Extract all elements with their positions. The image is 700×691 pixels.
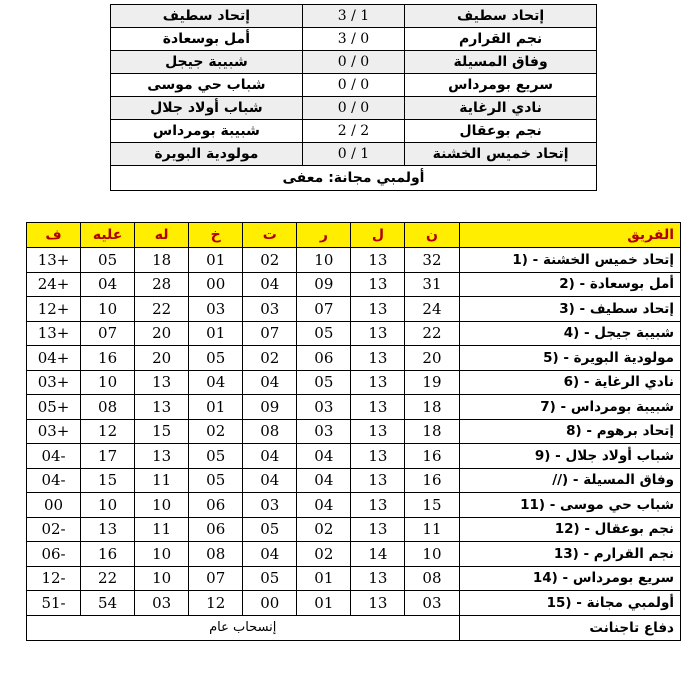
cell-pts: 03 bbox=[405, 591, 459, 616]
cell-gf: 10 bbox=[135, 493, 189, 518]
cell-pts: 18 bbox=[405, 395, 459, 420]
cell-diff: 12+ bbox=[27, 297, 81, 322]
cell-played: 13 bbox=[351, 248, 405, 273]
cell-diff: 05+ bbox=[27, 395, 81, 420]
cell-pts: 15 bbox=[405, 493, 459, 518]
standings-row bbox=[27, 395, 681, 420]
match-score: 0 / 1 bbox=[302, 143, 404, 166]
standings-row bbox=[27, 468, 681, 493]
match-row bbox=[111, 120, 597, 143]
cell-won: 04 bbox=[297, 444, 351, 469]
header-ga: عليه bbox=[81, 223, 135, 248]
team-name: //) - وفاق المسيلة bbox=[459, 468, 681, 493]
cell-drawn: 08 bbox=[243, 419, 297, 444]
cell-ga: 05 bbox=[81, 248, 135, 273]
team-name: 13) - نجم القرارم bbox=[459, 542, 681, 567]
away-team: شباب أولاد جلال bbox=[111, 97, 303, 120]
cell-drawn: 04 bbox=[243, 468, 297, 493]
standings-row bbox=[27, 591, 681, 616]
standings-row bbox=[27, 248, 681, 273]
header-gf: له bbox=[135, 223, 189, 248]
cell-pts: 22 bbox=[405, 321, 459, 346]
cell-lost: 01 bbox=[189, 395, 243, 420]
cell-ga: 54 bbox=[81, 591, 135, 616]
exempt-note: أولمبي مجانة: معفى bbox=[111, 166, 597, 191]
cell-played: 13 bbox=[351, 395, 405, 420]
cell-diff: 04- bbox=[27, 468, 81, 493]
cell-pts: 08 bbox=[405, 566, 459, 591]
cell-diff: 51- bbox=[27, 591, 81, 616]
cell-drawn: 03 bbox=[243, 493, 297, 518]
cell-played: 13 bbox=[351, 272, 405, 297]
match-score: 0 / 0 bbox=[302, 51, 404, 74]
match-row bbox=[111, 74, 597, 97]
header-pts: ن bbox=[405, 223, 459, 248]
cell-drawn: 05 bbox=[243, 517, 297, 542]
cell-diff: 04- bbox=[27, 444, 81, 469]
cell-pts: 18 bbox=[405, 419, 459, 444]
standings-row bbox=[27, 346, 681, 371]
cell-diff: 03+ bbox=[27, 419, 81, 444]
match-row bbox=[111, 28, 597, 51]
cell-lost: 01 bbox=[189, 248, 243, 273]
match-score: 0 / 0 bbox=[302, 97, 404, 120]
standings-row bbox=[27, 419, 681, 444]
cell-drawn: 04 bbox=[243, 272, 297, 297]
cell-drawn: 02 bbox=[243, 346, 297, 371]
away-team: شباب حي موسى bbox=[111, 74, 303, 97]
cell-played: 13 bbox=[351, 493, 405, 518]
cell-diff: 02- bbox=[27, 517, 81, 542]
cell-won: 02 bbox=[297, 542, 351, 567]
team-name: 1) - إتحاد خميس الخشنة bbox=[459, 248, 681, 273]
cell-lost: 01 bbox=[189, 321, 243, 346]
cell-lost: 08 bbox=[189, 542, 243, 567]
home-team: سريع بومرداس bbox=[405, 74, 597, 97]
cell-gf: 20 bbox=[135, 346, 189, 371]
withdrawn-team: دفاع تاجنانت bbox=[459, 615, 681, 640]
cell-played: 13 bbox=[351, 566, 405, 591]
cell-gf: 10 bbox=[135, 566, 189, 591]
cell-lost: 06 bbox=[189, 493, 243, 518]
cell-drawn: 09 bbox=[243, 395, 297, 420]
cell-lost: 07 bbox=[189, 566, 243, 591]
cell-won: 05 bbox=[297, 370, 351, 395]
cell-won: 06 bbox=[297, 346, 351, 371]
cell-lost: 04 bbox=[189, 370, 243, 395]
cell-pts: 31 bbox=[405, 272, 459, 297]
cell-diff: 24+ bbox=[27, 272, 81, 297]
team-name: 14) - سريع بومرداس bbox=[459, 566, 681, 591]
cell-played: 13 bbox=[351, 468, 405, 493]
match-score: 2 / 2 bbox=[302, 120, 404, 143]
cell-won: 09 bbox=[297, 272, 351, 297]
cell-gf: 20 bbox=[135, 321, 189, 346]
away-team: شبيبة جيجل bbox=[111, 51, 303, 74]
team-name: 15) - أولمبي مجانة bbox=[459, 591, 681, 616]
cell-gf: 13 bbox=[135, 395, 189, 420]
cell-ga: 10 bbox=[81, 370, 135, 395]
match-row bbox=[111, 97, 597, 120]
team-name: 2) - أمل بوسعادة bbox=[459, 272, 681, 297]
home-team: نجم القرارم bbox=[405, 28, 597, 51]
cell-lost: 05 bbox=[189, 444, 243, 469]
cell-diff: 06- bbox=[27, 542, 81, 567]
cell-ga: 07 bbox=[81, 321, 135, 346]
away-team: إتحاد سطيف bbox=[111, 5, 303, 28]
standings-row bbox=[27, 444, 681, 469]
standings-row bbox=[27, 297, 681, 322]
cell-lost: 02 bbox=[189, 419, 243, 444]
standings-header bbox=[27, 223, 681, 248]
cell-played: 13 bbox=[351, 517, 405, 542]
home-team: نجم بوعقال bbox=[405, 120, 597, 143]
cell-played: 13 bbox=[351, 297, 405, 322]
cell-pts: 11 bbox=[405, 517, 459, 542]
cell-ga: 08 bbox=[81, 395, 135, 420]
standings-row bbox=[27, 542, 681, 567]
home-team: وفاق المسيلة bbox=[405, 51, 597, 74]
cell-lost: 05 bbox=[189, 468, 243, 493]
away-team: أمل بوسعادة bbox=[111, 28, 303, 51]
cell-won: 04 bbox=[297, 468, 351, 493]
cell-won: 03 bbox=[297, 419, 351, 444]
cell-pts: 32 bbox=[405, 248, 459, 273]
cell-won: 05 bbox=[297, 321, 351, 346]
cell-ga: 04 bbox=[81, 272, 135, 297]
standings-row bbox=[27, 370, 681, 395]
cell-ga: 16 bbox=[81, 346, 135, 371]
cell-drawn: 00 bbox=[243, 591, 297, 616]
cell-gf: 11 bbox=[135, 517, 189, 542]
team-name: 8) - إتحاد برهوم bbox=[459, 419, 681, 444]
standings-table bbox=[26, 222, 681, 641]
cell-gf: 28 bbox=[135, 272, 189, 297]
cell-pts: 16 bbox=[405, 468, 459, 493]
team-name: 6) - نادي الرغاية bbox=[459, 370, 681, 395]
cell-ga: 12 bbox=[81, 419, 135, 444]
cell-pts: 16 bbox=[405, 444, 459, 469]
cell-lost: 05 bbox=[189, 346, 243, 371]
cell-gf: 15 bbox=[135, 419, 189, 444]
cell-gf: 13 bbox=[135, 444, 189, 469]
home-team: نادي الرغاية bbox=[405, 97, 597, 120]
cell-gf: 11 bbox=[135, 468, 189, 493]
team-name: 3) - إتحاد سطيف bbox=[459, 297, 681, 322]
header-drawn: ت bbox=[243, 223, 297, 248]
standings-row bbox=[27, 272, 681, 297]
cell-diff: 04+ bbox=[27, 346, 81, 371]
cell-won: 10 bbox=[297, 248, 351, 273]
cell-drawn: 03 bbox=[243, 297, 297, 322]
standings-row bbox=[27, 517, 681, 542]
cell-pts: 24 bbox=[405, 297, 459, 322]
cell-lost: 12 bbox=[189, 591, 243, 616]
team-name: 7) - شبيبة بومرداس bbox=[459, 395, 681, 420]
away-team: شبيبة بومرداس bbox=[111, 120, 303, 143]
standings-row bbox=[27, 566, 681, 591]
team-name: 5) - مولودية البويرة bbox=[459, 346, 681, 371]
cell-played: 13 bbox=[351, 321, 405, 346]
cell-ga: 10 bbox=[81, 297, 135, 322]
cell-pts: 19 bbox=[405, 370, 459, 395]
team-name: 12) - نجم بوعقال bbox=[459, 517, 681, 542]
cell-drawn: 04 bbox=[243, 370, 297, 395]
cell-lost: 03 bbox=[189, 297, 243, 322]
cell-won: 03 bbox=[297, 395, 351, 420]
header-won: ر bbox=[297, 223, 351, 248]
cell-won: 07 bbox=[297, 297, 351, 322]
cell-gf: 10 bbox=[135, 542, 189, 567]
cell-won: 02 bbox=[297, 517, 351, 542]
cell-played: 13 bbox=[351, 591, 405, 616]
standings-row bbox=[27, 321, 681, 346]
standings-footer bbox=[27, 615, 681, 640]
standings-row bbox=[27, 493, 681, 518]
match-score: 0 / 0 bbox=[302, 74, 404, 97]
cell-diff: 13+ bbox=[27, 321, 81, 346]
match-results-table bbox=[110, 4, 597, 191]
cell-won: 01 bbox=[297, 566, 351, 591]
cell-drawn: 04 bbox=[243, 444, 297, 469]
cell-won: 04 bbox=[297, 493, 351, 518]
cell-played: 13 bbox=[351, 419, 405, 444]
home-team: إتحاد خميس الخشنة bbox=[405, 143, 597, 166]
cell-lost: 06 bbox=[189, 517, 243, 542]
team-name: 4) - شبيبة جيجل bbox=[459, 321, 681, 346]
cell-drawn: 05 bbox=[243, 566, 297, 591]
cell-ga: 13 bbox=[81, 517, 135, 542]
match-row bbox=[111, 143, 597, 166]
cell-ga: 16 bbox=[81, 542, 135, 567]
cell-ga: 22 bbox=[81, 566, 135, 591]
cell-ga: 10 bbox=[81, 493, 135, 518]
cell-ga: 15 bbox=[81, 468, 135, 493]
cell-gf: 18 bbox=[135, 248, 189, 273]
cell-played: 13 bbox=[351, 370, 405, 395]
team-name: 9) - شباب أولاد جلال bbox=[459, 444, 681, 469]
header-diff: ف bbox=[27, 223, 81, 248]
header-team: الفريق bbox=[459, 223, 681, 248]
cell-diff: 13+ bbox=[27, 248, 81, 273]
cell-lost: 00 bbox=[189, 272, 243, 297]
cell-diff: 12- bbox=[27, 566, 81, 591]
header-lost: خ bbox=[189, 223, 243, 248]
cell-gf: 03 bbox=[135, 591, 189, 616]
cell-won: 01 bbox=[297, 591, 351, 616]
header-played: ل bbox=[351, 223, 405, 248]
cell-played: 14 bbox=[351, 542, 405, 567]
match-score: 3 / 0 bbox=[302, 28, 404, 51]
cell-diff: 03+ bbox=[27, 370, 81, 395]
match-row bbox=[111, 51, 597, 74]
cell-drawn: 04 bbox=[243, 542, 297, 567]
cell-gf: 13 bbox=[135, 370, 189, 395]
cell-ga: 17 bbox=[81, 444, 135, 469]
cell-gf: 22 bbox=[135, 297, 189, 322]
cell-played: 13 bbox=[351, 346, 405, 371]
cell-played: 13 bbox=[351, 444, 405, 469]
cell-drawn: 02 bbox=[243, 248, 297, 273]
cell-drawn: 07 bbox=[243, 321, 297, 346]
away-team: مولودية البويرة bbox=[111, 143, 303, 166]
cell-pts: 20 bbox=[405, 346, 459, 371]
cell-pts: 10 bbox=[405, 542, 459, 567]
withdrawal-note: إنسحاب عام bbox=[27, 615, 460, 640]
match-score: 3 / 1 bbox=[302, 5, 404, 28]
cell-diff: 00 bbox=[27, 493, 81, 518]
match-row bbox=[111, 5, 597, 28]
results-note-row bbox=[111, 166, 597, 191]
team-name: 11) - شباب حي موسى bbox=[459, 493, 681, 518]
home-team: إتحاد سطيف bbox=[405, 5, 597, 28]
